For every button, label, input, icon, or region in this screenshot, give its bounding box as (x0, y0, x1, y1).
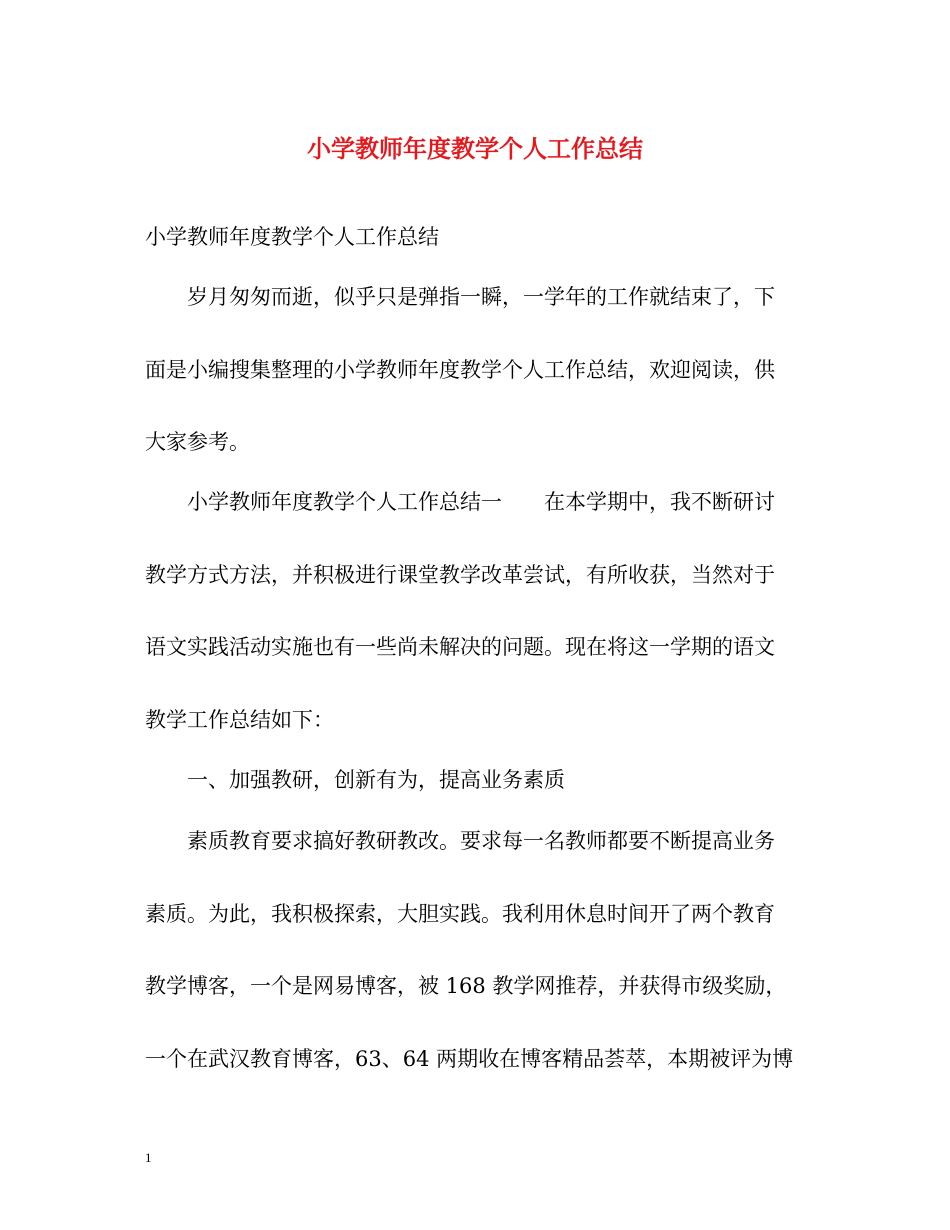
paragraph-line: 大家参考。 (145, 430, 250, 454)
paragraph-line: 教学博客，一个是网易博客，被 168 教学网推荐，并获得市级奖励， (145, 974, 787, 998)
paragraph-line: 小学教师年度教学个人工作总结一 在本学期中，我不断研讨 (145, 490, 775, 514)
paragraph-line: 教学方式方法，并积极进行课堂教学改革尝试，有所收获，当然对于 (145, 563, 775, 587)
document-title: 小学教师年度教学个人工作总结 (307, 134, 643, 163)
paragraph-line: 岁月匆匆而逝，似乎只是弹指一瞬，一学年的工作就结束了，下 (145, 285, 775, 309)
paragraph-line: 素质教育要求搞好教研教改。要求每一名教师都要不断提高业务 (145, 829, 775, 853)
paragraph-line: 语文实践活动实施也有一些尚未解决的问题。现在将这一学期的语文 (145, 635, 775, 659)
paragraph-line: 素质。为此，我积极探索，大胆实践。我利用休息时间开了两个教育 (145, 902, 775, 926)
paragraph-line: 一个在武汉教育博客，63、64 两期收在博客精品荟萃，本期被评为博 (145, 1047, 794, 1071)
paragraph-line: 教学工作总结如下： (145, 708, 334, 732)
section-heading: 一、加强教研，创新有为，提高业务素质 (145, 768, 565, 792)
paragraph-line: 面是小编搜集整理的小学教师年度教学个人工作总结，欢迎阅读，供 (145, 358, 775, 382)
page-number: 1 (145, 1150, 152, 1165)
subtitle-line: 小学教师年度教学个人工作总结 (145, 225, 439, 249)
